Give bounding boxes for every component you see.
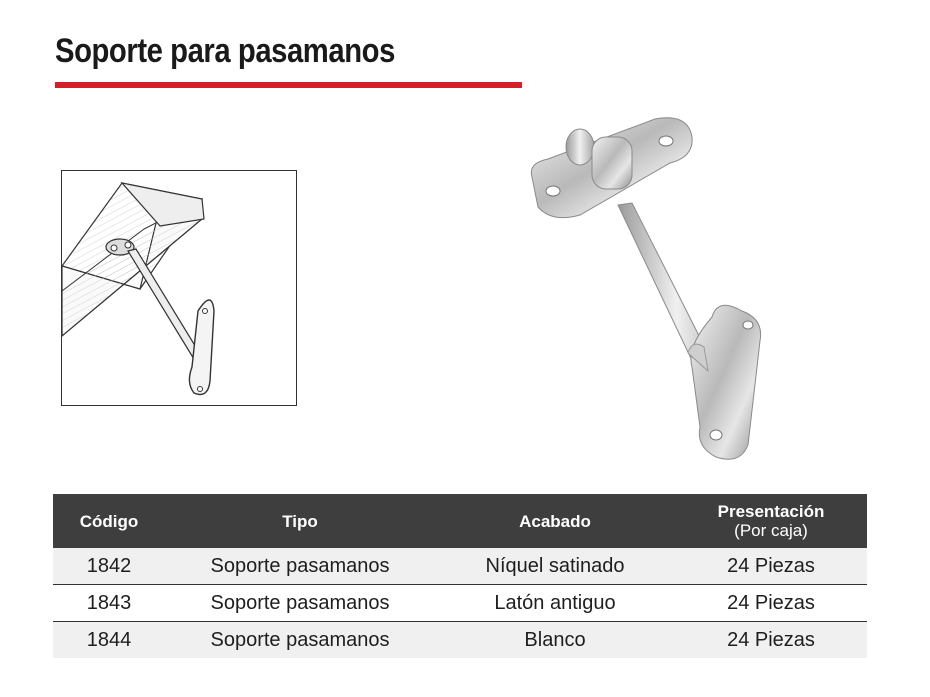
header-presentacion-sub: (Por caja): [734, 521, 808, 540]
header-codigo: Código: [53, 494, 165, 548]
cell-codigo: 1844: [53, 622, 165, 659]
cell-codigo: 1842: [86, 554, 132, 577]
product-photo: [520, 115, 780, 465]
header-tipo: Tipo: [165, 494, 435, 548]
handrail-diagram-icon: [62, 171, 295, 404]
table-row: [53, 622, 867, 659]
page-title: Soporte para pasamanos: [55, 32, 395, 70]
cell-acabado: Latón antiguo: [435, 585, 675, 622]
cell-codigo: 1843: [53, 585, 165, 622]
cell-tipo: Soporte pasamanos: [210, 554, 390, 577]
header-acabado: Acabado: [435, 494, 675, 548]
header-presentacion: [675, 494, 867, 548]
installation-diagram: [61, 170, 297, 406]
table-header-row: [53, 494, 867, 548]
product-spec-table: [53, 494, 867, 658]
cell-tipo: Soporte pasamanos: [165, 585, 435, 622]
title-underline: [55, 82, 522, 88]
cell-tipo: Soporte pasamanos: [165, 622, 435, 659]
cell-acabado: Blanco: [435, 622, 675, 659]
cell-presentacion: 24 Piezas: [727, 554, 815, 577]
cell-presentacion: 24 Piezas: [675, 585, 867, 622]
table-row: [53, 585, 867, 622]
cell-presentacion: 24 Piezas: [675, 622, 867, 659]
cell-acabado: Níquel satinado: [485, 554, 625, 577]
table-row: [53, 548, 867, 585]
header-presentacion-label: Presentación: [717, 502, 825, 521]
handrail-bracket-icon: [520, 115, 780, 465]
